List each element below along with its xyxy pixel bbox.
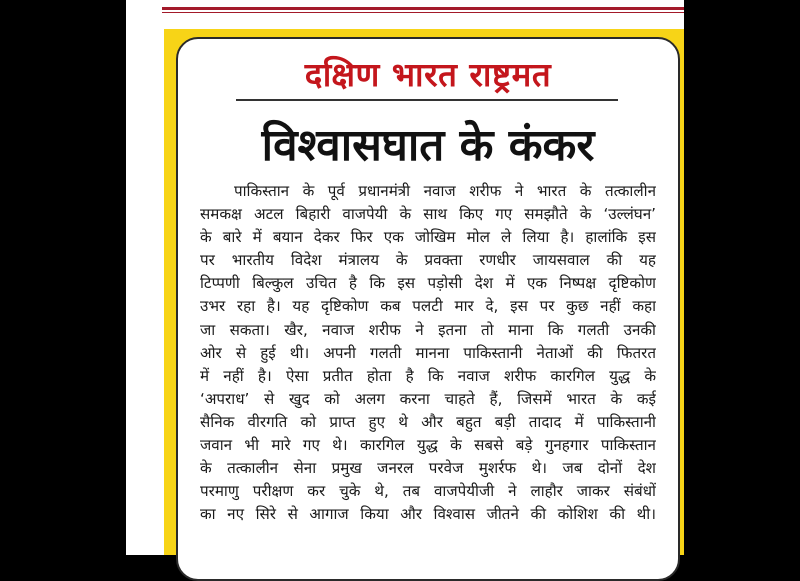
body-line: का नए सिरे से आगाज किया और विश्वास जीतने की कोशिश की थी। [200,505,656,524]
body-line: जवान भी मारे गए थे। कारगिल युद्ध के सबसे बड़े गुनहगार पाकिस्तान [200,436,656,455]
body-line: उभर रहा है। यह दृष्टिकोण कब पलटी मार दे, इस पर कुछ नहीं कहा [200,297,656,316]
body-line: जा सकता। खैर, नवाज शरीफ ने इतना तो माना कि गलती उनकी [200,320,656,339]
body-line: समकक्ष अटल बिहारी वाजपेयी के साथ किए गए समझौते के ‘उल्लंघन’ [200,205,656,224]
body-line: परमाणु परीक्षण कर चुके थे, तब वाजपेयीजी ने लाहौर जाकर संबंधों [200,482,656,501]
editorial-card [176,37,680,581]
masthead: दक्षिण भारत राष्ट्रमत [304,55,552,94]
body-line: टिप्पणी बिल्कुल उचित है कि इस पड़ोसी देश में एक निष्पक्ष दृष्टिकोण [200,274,656,293]
body-line: पर भारतीय विदेश मंत्रालय के प्रवक्ता रणधीर जायसवाल की यह [200,251,656,270]
newspaper-page [126,0,684,555]
body-line: के तत्कालीन सेना प्रमुख जनरल परवेज मुशर्रफ थे। जब दोनों देश [200,459,656,478]
masthead-underline [236,99,618,101]
top-rule-thin [162,12,684,13]
body-line: पाकिस्तान के पूर्व प्रधानमंत्री नवाज शरीफ ने भारत के तत्कालीन [234,182,656,200]
body-line: ‘अपराध’ से खुद को अलग करना चाहते हैं, जिसमें भारत के कई [200,389,656,408]
top-rule [162,7,684,10]
body-line: में नहीं है। ऐसा प्रतीत होता है कि नवाज शरीफ कारगिल युद्ध के [200,366,656,385]
body-line: ओर से हुई थी। अपनी गलती मानना पाकिस्तानी नेताओं की फितरत [200,343,656,362]
article-body [200,180,656,526]
body-line: सैनिक वीरगति को प्राप्त हुए थे और बहुत बड़ी तादाद में पाकिस्तानी [200,412,656,431]
headline: विश्वासघात के कंकर [261,120,595,171]
body-line: के बारे में बयान देकर फिर एक जोखिम मोल ले लिया है। हालांकि इस [200,228,656,247]
